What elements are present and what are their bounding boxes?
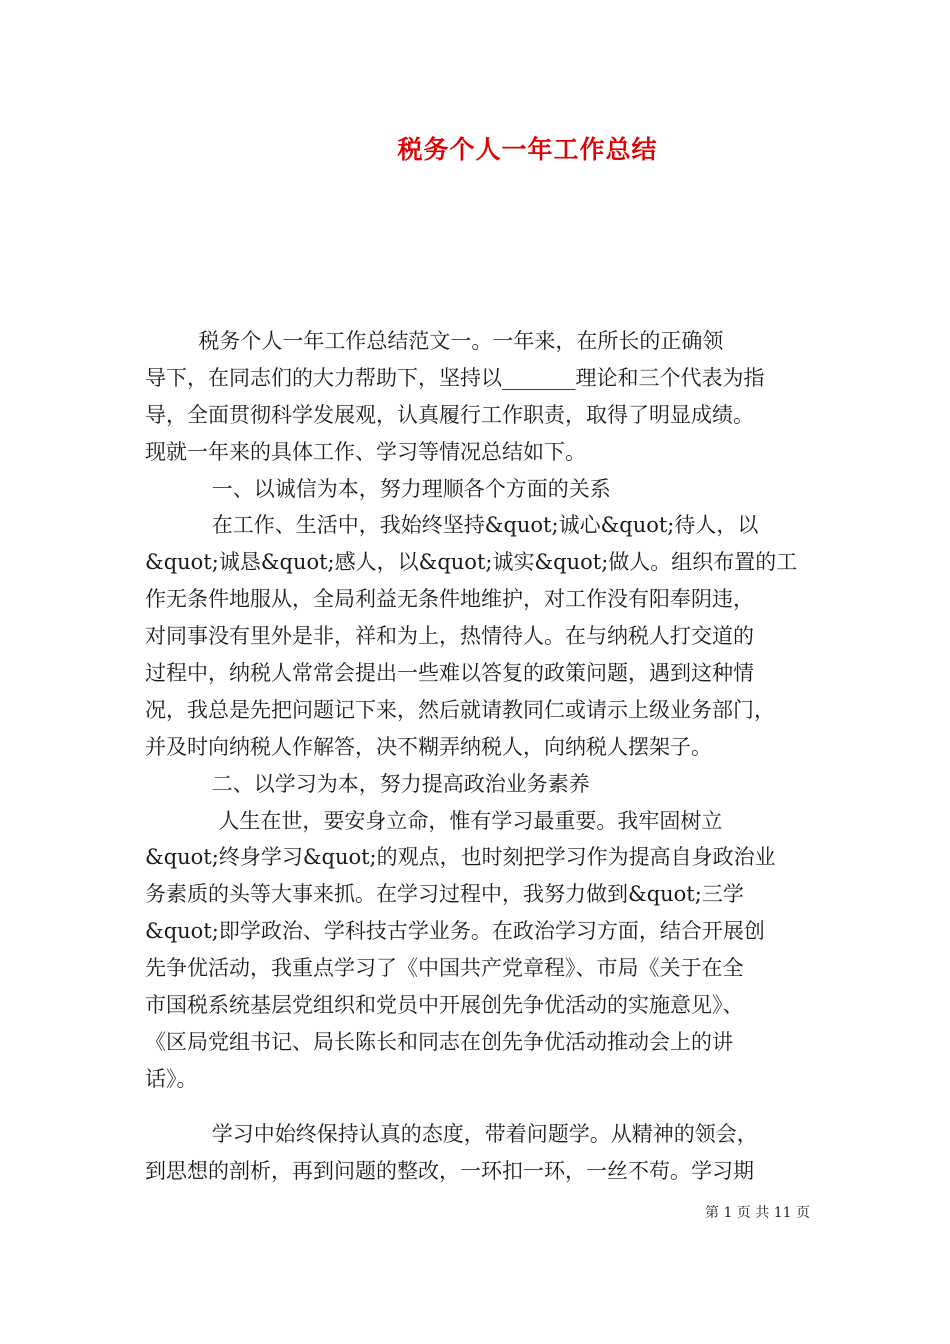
page-number: 第 1 页 共 11 页 xyxy=(705,1205,810,1221)
body-line: 作无条件地服从，全局利益无条件地维护，对工作没有阳奉阴违， xyxy=(145,587,754,612)
body-line: 现就一年来的具体工作、学习等情况总结如下。 xyxy=(145,439,586,464)
document-title: 税务个人一年工作总结 xyxy=(397,135,658,164)
body-line: 对同事没有里外是非，祥和为上，热情待人。在与纳税人打交道的 xyxy=(145,624,754,649)
body-line: 导，全面贯彻科学发展观，认真履行工作职责，取得了明显成绩。 xyxy=(145,402,754,427)
body-line: &quot;终身学习&quot;的观点，也时刻把学习作为提高自身政治业 xyxy=(145,845,776,870)
body-line: 并及时向纳税人作解答，决不糊弄纳税人，向纳税人摆架子。 xyxy=(145,734,712,759)
section-heading-2: 二、以学习为本，努力提高政治业务素养 xyxy=(145,771,590,796)
body-line: 人生在世，要安身立命，惟有学习最重要。我牢固树立 xyxy=(145,808,723,833)
body-line: 市国税系统基层党组织和党员中开展创先争优活动的实施意见》、 xyxy=(145,993,744,1018)
body-line: 务素质的头等大事来抓。在学习过程中，我努力做到&quot;三学 xyxy=(145,882,744,907)
body-line: &quot;即学政治、学科技古学业务。在政治学习方面，结合开展创 xyxy=(145,919,765,944)
body-line: 《区局党组书记、局长陈长和同志在创先争优活动推动会上的讲 xyxy=(145,1029,733,1054)
body-line: 先争优活动，我重点学习了《中国共产党章程》、市局《关于在全 xyxy=(145,956,744,981)
body-line: 过程中，纳税人常常会提出一些难以答复的政策问题，遇到这种情 xyxy=(145,661,754,686)
section-heading-1: 一、以诚信为本，努力理顺各个方面的关系 xyxy=(145,476,611,501)
body-line: 况，我总是先把问题记下来，然后就请教同仁或请示上级业务部门， xyxy=(145,697,775,722)
body-line: 税务个人一年工作总结范文一。一年来，在所长的正确领 xyxy=(145,329,724,353)
body-line: 话》。 xyxy=(145,1066,198,1091)
blank-line xyxy=(145,1098,813,1116)
body-line: &quot;诚恳&quot;感人，以&quot;诚实&quot;做人。组织布置的工 xyxy=(145,550,798,575)
body-line: 导下，在同志们的大力帮助下，坚持以_______理论和三个代表为指 xyxy=(145,365,765,390)
body-line: 学习中始终保持认真的态度，带着问题学。从精神的领会， xyxy=(145,1121,758,1146)
document-body xyxy=(145,323,813,1189)
body-line: 到思想的剖析，再到问题的整改，一环扣一环，一丝不苟。学习期 xyxy=(145,1158,754,1183)
body-line: 在工作、生活中，我始终坚持&quot;诚心&quot;待人，以 xyxy=(145,513,759,538)
